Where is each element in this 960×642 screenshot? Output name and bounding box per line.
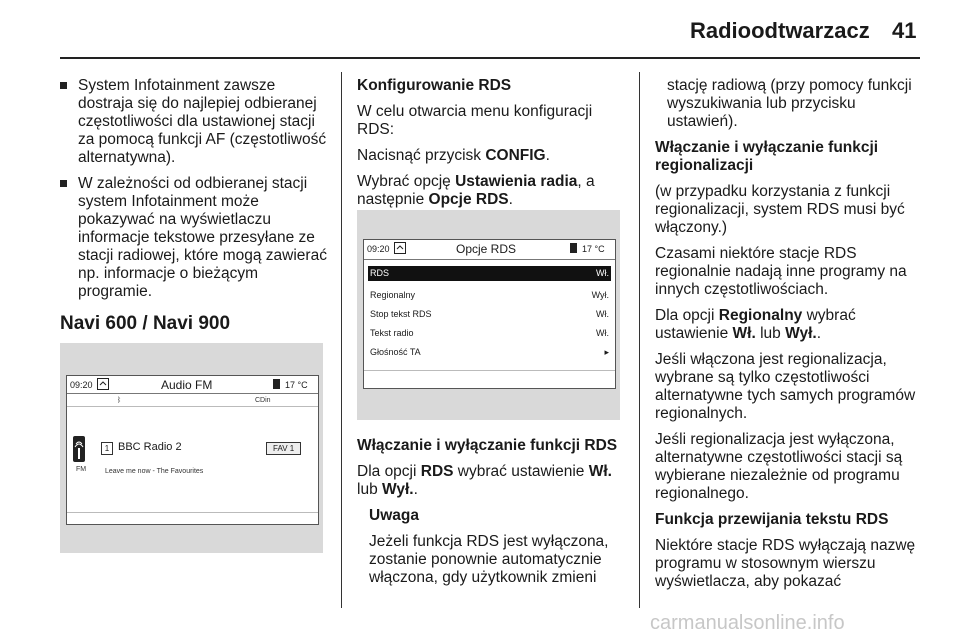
menu-item-rds[interactable]: RDS Wł. [368,266,611,281]
header-rule [60,57,920,59]
temperature: 17 °C [582,244,605,254]
heading-rds-scroll: Funkcja przewijania tekstu RDS [655,511,889,528]
paragraph: Dla opcji RDS wybrać ustawienie Wł. lub Wył.. [357,463,612,498]
section-title: Navi 600 / Navi 900 [60,313,231,334]
note-text: Jeżeli funkcja RDS jest wyłączona, zostanie ponownie automatycznie włączona, gdy użytkownik zmieni [369,533,609,586]
menu-item-glosnosc-ta[interactable]: Głośność TA ▸ [368,345,611,360]
column-divider-2 [639,72,640,608]
column-2-lower [357,437,623,595]
menu-item-regionalny[interactable]: Regionalny Wył. [370,290,609,300]
paragraph: stację radiową (przy pomocy funkcji wyszukiwania lub przycisku ustawień). [667,77,912,130]
screen-title: Opcje RDS [456,242,517,256]
cdin-indicator: CDin [255,397,271,404]
menu-item-tekst-radio[interactable]: Tekst radio Wł. [370,328,609,338]
paragraph: Niektóre stacje RDS wyłączają nazwę programu w stosownym wierszu wyświetlacza, aby pokazać [655,537,916,590]
paragraph: Dla opcji Regionalny wybrać ustawienie Wł. lub Wył.. [655,307,856,342]
fuel-icon [272,378,282,390]
screen-title: Audio FM [161,378,213,392]
auto-icon [97,378,109,390]
page-number: 41 [892,18,917,43]
column-divider-1 [341,72,342,608]
note-title: Uwaga [369,507,419,524]
auto-icon [394,242,406,254]
divider [364,370,615,371]
column-3 [655,77,923,599]
radio-antenna-icon [72,436,86,462]
preset-number: 1 [101,442,113,455]
paragraph: Wybrać opcję Ustawienia radia, a następnie Opcje RDS. [357,173,595,208]
temperature: 17 °C [285,380,308,390]
header-title: Radioodtwarzacz [690,18,870,43]
paragraph: Nacisnąć przycisk CONFIG. [357,147,550,164]
watermark: carmanualsonline.info [650,612,845,634]
clock: 09:20 [367,244,390,254]
display-frame [66,375,319,525]
heading-regionalization: Włączanie i wyłączanie funkcji regionalizacji [655,139,879,174]
divider [364,259,615,260]
fav-button[interactable]: FAV 1 [266,442,301,455]
paragraph: Jeśli regionalizacja jest wyłączona, alternatywne częstotliwości stacji są wybierane niezależnie od programu regionalnego. [655,431,903,502]
note-box [357,507,623,587]
paragraph: Czasami niektóre stacje RDS regionalnie nadają inne programy na innych częstotliwościach. [655,245,907,298]
bullet-square-icon [60,180,67,187]
bullet-item: System Infotainment zawsze dostraja się do najlepiej odbieranej częstotliwości dla ustawionej stacji za pomocą funkcji AF (częstotliwość alternatywna). [60,77,328,167]
divider [67,393,318,394]
paragraph: Jeśli włączona jest regionalizacja, wybrane są tylko częstotliwości alternatywne tych samych programów regionalnych. [655,351,916,422]
heading-rds-toggle: Włączanie i wyłączanie funkcji RDS [357,437,618,454]
divider [67,406,318,407]
paragraph: (w przypadku korzystania z funkcji regionalizacji, system RDS musi być włączony.) [655,183,905,236]
band-label: FM [76,466,87,473]
fuel-icon [569,242,579,254]
station-name: BBC Radio 2 [118,441,182,453]
chevron-right-icon: ▸ [604,347,609,357]
bluetooth-icon: ᛒ [117,397,122,404]
divider [67,512,318,513]
radio-text: Leave me now - The Favourites [105,468,204,475]
heading-rds-config: Konfigurowanie RDS [357,77,512,94]
bullet-item: W zależności od odbieranej stacji system Infotainment może pokazywać na wyświetlaczu informacje tekstowe przesyłane ze stacji radiowej, które mogą zawierać np. informacje o bieżącym programie. [60,175,328,301]
rds-options-screen-image [357,210,620,420]
menu-item-stop-tekst-rds[interactable]: Stop tekst RDS Wł. [370,309,609,319]
column-1 [60,77,328,333]
clock: 09:20 [70,380,93,390]
paragraph: W celu otwarcia menu konfiguracji RDS: [357,103,593,138]
column-2 [357,77,623,217]
audio-fm-screen-image [60,343,323,553]
display-frame [363,239,616,389]
bullet-square-icon [60,82,67,89]
